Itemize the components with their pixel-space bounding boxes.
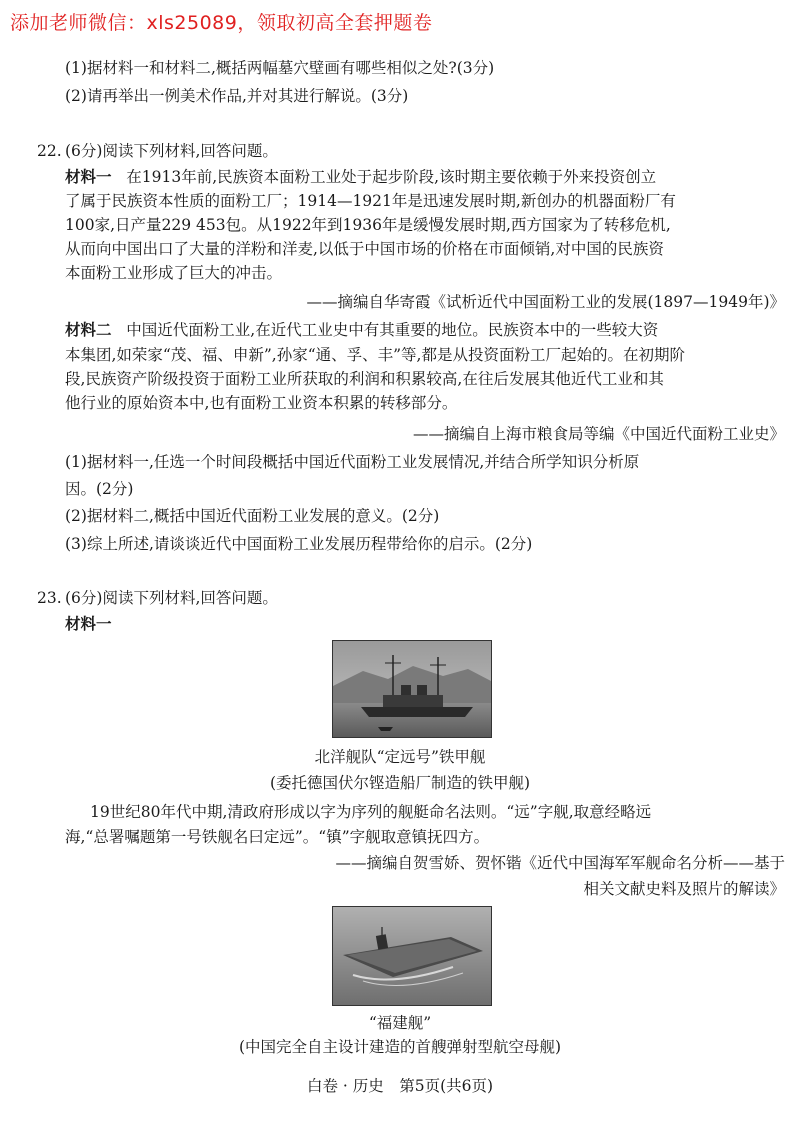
fujian-caption: “福建舰” <box>368 1014 432 1032</box>
q22-material1-label: 材料一 <box>65 167 112 186</box>
q23-header: (6分)阅读下列材料,回答问题。 <box>65 589 278 607</box>
q22-material2-label: 材料二 <box>65 320 112 339</box>
watermark-banner: 添加老师微信：xls25089，领取初高全套押题卷 <box>10 12 433 34</box>
fujian-carrier-photo <box>332 906 492 1006</box>
q22-material1-source: ——摘编自华寄霞《试析近代中国面粉工业的发展(1897—1949年)》 <box>306 293 785 311</box>
dingyuan-ironclad-image <box>333 641 491 737</box>
q22-sub1-b: 因。(2分) <box>65 480 134 498</box>
q22-header: (6分)阅读下列材料,回答问题。 <box>65 142 278 160</box>
q22-material2-source: ——摘编自上海市粮食局等编《中国近代面粉工业史》 <box>412 425 785 443</box>
page-footer: 白卷 · 历史 第5页(共6页) <box>306 1077 494 1095</box>
q22-sub3: (3)综上所述,请谈谈近代中国面粉工业发展历程带给你的启示。(2分) <box>65 535 533 553</box>
q23-text-line1: 19世纪80年代中期,清政府形成以字为序列的舰艇命名法则。“远”字舰,取意经略远 <box>90 803 652 821</box>
q22-material1-line5: 本面粉工业形成了巨大的冲击。 <box>65 264 283 282</box>
q22-sub1-a: (1)据材料一,任选一个时间段概括中国近代面粉工业发展情况,并结合所学知识分析原 <box>65 453 640 471</box>
q23-material1-label: 材料一 <box>65 614 112 633</box>
fujian-note: (中国完全自主设计建造的首艘弹射型航空母舰) <box>238 1038 562 1056</box>
q22-material2-line1: 材料二 中国近代面粉工业,在近代工业史中有其重要的地位。民族资本中的一些较大资 <box>65 320 659 339</box>
q21-sub1: (1)据材料一和材料二,概括两幅墓穴壁画有哪些相似之处?(3分) <box>65 59 495 77</box>
q23-text-line2: 海,“总署嘱题第一号铁舰名曰定远”。“镇”字舰取意镇抚四方。 <box>65 828 490 846</box>
q22-material1-line2: 了属于民族资本性质的面粉工厂；1914—1921年是迅速发展时期,新创办的机器面粉厂有 <box>65 192 676 210</box>
q22-number: 22. <box>37 142 62 160</box>
q22-sub2: (2)据材料二,概括中国近代面粉工业发展的意义。(2分) <box>65 507 440 525</box>
fujian-carrier-image <box>333 907 491 1005</box>
q22-material1-line4: 从而向中国出口了大量的洋粉和洋麦,以低于中国市场的价格在市面倾销,对中国的民族资 <box>65 240 664 258</box>
q22-material2-line4: 他行业的原始资本中,也有面粉工业资本积累的转移部分。 <box>65 394 458 412</box>
q22-material2-line3: 段,民族资产阶级投资于面粉工业所获取的利润和积累较高,在往后发展其他近代工业和其 <box>65 370 664 388</box>
q22-material2-line2: 本集团,如荣家“茂、福、申新”,孙家“通、孚、丰”等,都是从投资面粉工厂起始的。在初期阶 <box>65 346 685 364</box>
dingyuan-caption: 北洋舰队“定远号”铁甲舰 <box>314 748 486 766</box>
q22-material1-line3: 100家,日产量229 453包。从1922年到1936年是缓慢发展时期,西方国家为了转移危机, <box>65 216 671 234</box>
q21-sub2: (2)请再举出一例美术作品,并对其进行解说。(3分) <box>65 87 409 105</box>
q22-material1-line1: 材料一 在1913年前,民族资本面粉工业处于起步阶段,该时期主要依赖于外来投资创立 <box>65 167 657 186</box>
q23-source-a: ——摘编自贺雪娇、贺怀锴《近代中国海军军舰命名分析——基于 <box>335 854 785 872</box>
q23-number: 23. <box>37 589 62 607</box>
q23-source-b: 相关文献史料及照片的解读》 <box>583 880 785 898</box>
dingyuan-ironclad-photo <box>332 640 492 738</box>
dingyuan-note: (委托德国伏尔铿造船厂制造的铁甲舰) <box>269 774 531 792</box>
